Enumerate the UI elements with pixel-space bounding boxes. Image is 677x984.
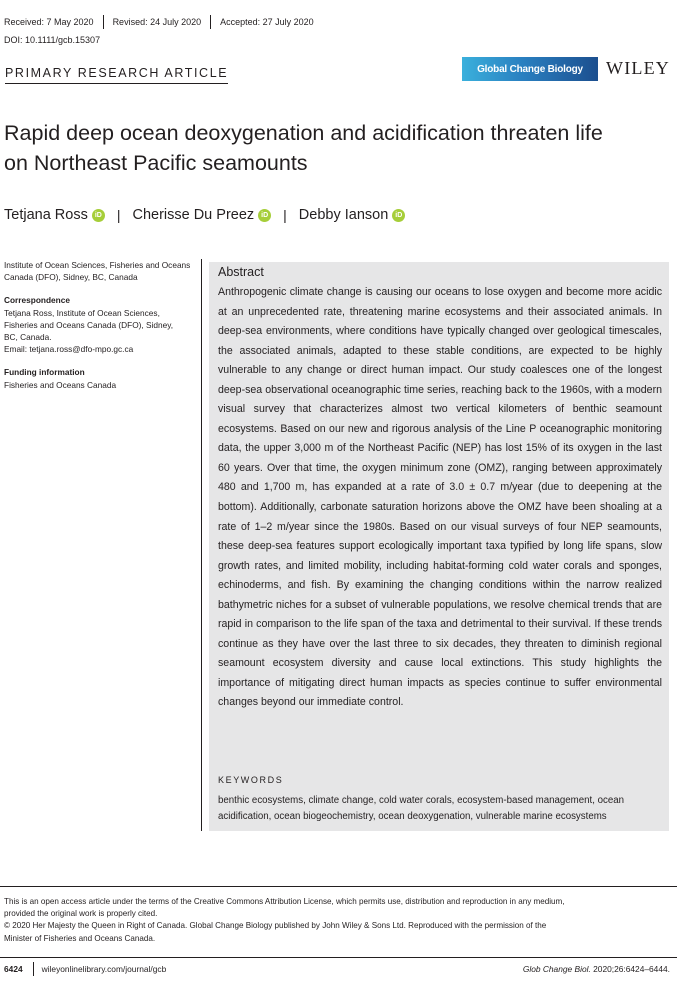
doi[interactable]: DOI: 10.1111/gcb.15307 bbox=[4, 35, 101, 45]
author bbox=[4, 207, 105, 223]
article-info-column bbox=[4, 259, 194, 402]
author bbox=[299, 207, 405, 223]
correspondence-heading: Correspondence bbox=[4, 295, 70, 306]
page-footer bbox=[4, 962, 670, 976]
copyright-line: © 2020 Her Majesty the Queen in Right of Canada. Global Change Biology published by John Wiley & Sons Ltd. Reproduced with the permission of the bbox=[4, 921, 547, 931]
author-separator: | bbox=[116, 207, 121, 223]
author-separator: | bbox=[283, 207, 287, 223]
journal-logo bbox=[462, 57, 598, 81]
citation-details: 2020;26:6424–6444. bbox=[590, 964, 670, 974]
author-name[interactable]: Cherisse Du Preez bbox=[132, 207, 255, 223]
author bbox=[132, 207, 271, 223]
title-line-1: Rapid deep ocean deoxygenation and acidification threaten life bbox=[4, 121, 603, 145]
orcid-icon[interactable]: iD bbox=[392, 209, 405, 222]
correspondence-line: Tetjana Ross, Institute of Ocean Sciences, bbox=[4, 307, 160, 318]
divider bbox=[33, 962, 34, 976]
funding-heading: Funding information bbox=[4, 367, 85, 378]
license-note bbox=[4, 896, 672, 945]
title-line-2: on Northeast Pacific seamounts bbox=[4, 151, 308, 175]
copyright-line: Minister of Fisheries and Oceans Canada. bbox=[4, 933, 156, 943]
column-divider bbox=[201, 259, 202, 831]
page-number: 6424 bbox=[4, 964, 23, 974]
correspondence bbox=[4, 294, 194, 355]
correspondence-email[interactable]: Email: tetjana.ross@dfo-mpo.gc.ca bbox=[4, 344, 134, 355]
divider bbox=[210, 15, 211, 29]
keywords-heading: KEYWORDS bbox=[218, 775, 284, 785]
license-line: provided the original work is properly cited. bbox=[4, 909, 158, 919]
revised-date: Revised: 24 July 2020 bbox=[112, 17, 202, 27]
article-type: PRIMARY RESEARCH ARTICLE bbox=[5, 66, 228, 84]
journal-logo-text: Global Change Biology bbox=[477, 63, 583, 75]
citation bbox=[523, 964, 670, 974]
divider bbox=[103, 15, 104, 29]
dates-row bbox=[4, 15, 314, 29]
article-title bbox=[4, 118, 674, 178]
keywords-text: benthic ecosystems, climate change, cold water corals, ecosystem-based management, ocean acidification, ocean biogeochemistry, ocean deoxygenation, vulnerable marine ecosystems bbox=[218, 795, 624, 822]
funding bbox=[4, 366, 194, 390]
license-line: This is an open access article under the terms of the Creative Commons Attribution License, which permits use, distribution and reproduction in any medium, bbox=[4, 897, 565, 906]
orcid-icon[interactable]: iD bbox=[258, 209, 271, 222]
orcid-icon[interactable]: iD bbox=[92, 209, 105, 222]
journal-website-link[interactable]: wileyonlinelibrary.com/journal/gcb bbox=[41, 964, 167, 974]
correspondence-line: Fisheries and Oceans Canada (DFO), Sidney, bbox=[4, 319, 174, 330]
footer-rule bbox=[0, 886, 677, 887]
author-name[interactable]: Tetjana Ross bbox=[4, 207, 88, 223]
publisher-logo: WILEY bbox=[606, 58, 670, 78]
citation-journal: Glob Change Biol. bbox=[522, 964, 591, 974]
affiliation: Institute of Ocean Sciences, Fisheries and Oceans Canada (DFO), Sidney, BC, Canada bbox=[4, 260, 191, 283]
abstract-heading: Abstract bbox=[218, 265, 264, 279]
accepted-date: Accepted: 27 July 2020 bbox=[220, 17, 314, 27]
author-list bbox=[4, 207, 405, 223]
author-name[interactable]: Debby Ianson bbox=[298, 207, 389, 223]
correspondence-line: BC, Canada. bbox=[4, 332, 52, 343]
funding-text: Fisheries and Oceans Canada bbox=[4, 379, 117, 390]
abstract-text: Anthropogenic climate change is causing our oceans to lose oxygen and become more acidic at an unprecedented rate, threatening marine ecosystems and their associated animals. In deep-sea environments, where conditions have typically changed over geological timescales, the associated animals, adapted to these stable conditions, are expected to be highly vulnerable to any change or direct human impact. Our study coalesces one of the longest deep-sea observational oceanographic time series, reaching back to the 1960s, with a modern visual survey that characterizes almost two vertical kilometers of benthic seamount ecosystems. Based on our new and rigorous analysis of the Line P oceanographic monitoring data, the upper 3,000 m of the Northeast Pacific (NEP) has lost 15% of its oxygen in the last 60 years. Over that time, the oxygen minimum zone (OMZ), ranging between approximately 480 and 1,700 m, has expanded at a rate of 3.0 ± 0.7 m/year (due to deepening at the bottom). Additionally, carbonate saturation horizons above the OMZ have been shoaling at a rate of 1–2 m/year since the 1980s. Based on our visual surveys of four NEP seamounts, these deep-sea features support ecologically important taxa typified by long life spans, slow growth rates, and limited mobility, including habitat-forming cold water corals and sponges, echinoderms, and fish. By examining the changing conditions within the narrow realized bathymetric niches for a subset of vulnerable populations, we resolve chemical trends that are rapid in comparison to the life span of the taxa and detrimental to their survival. If these trends continue as they have over the last three to six decades, they threaten to diminish regional seamount ecosystem diversity and cause local extinctions. This study highlights the importance of mitigating direct human impacts as species continue to suffer environmental changes beyond our immediate control. bbox=[218, 286, 662, 709]
received-date: Received: 7 May 2020 bbox=[4, 17, 94, 27]
footer-rule bbox=[0, 957, 677, 958]
